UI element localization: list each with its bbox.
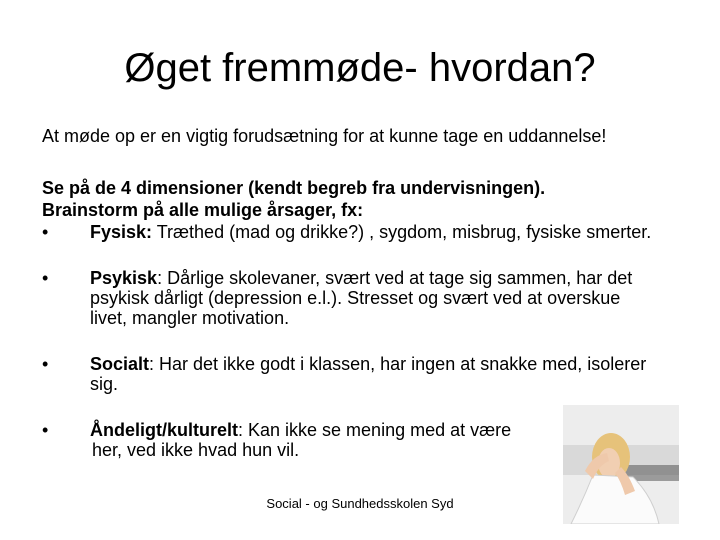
- bullet-aandeligt: [42, 420, 562, 460]
- bullet-dot: •: [42, 268, 49, 288]
- bullet-socialt: [42, 354, 662, 394]
- footer-text: Social - og Sundhedsskolen Syd: [266, 496, 454, 511]
- bullet-text: : Dårlige skolevaner, svært ved at tage sig sammen, har det psykisk dårligt (depression e.l.). Stresset og svært ved at overskue livet, mangler motivation.: [90, 268, 633, 328]
- bullet-label: Fysisk:: [90, 222, 153, 242]
- bullet-dot: •: [42, 222, 49, 242]
- bullet-text: : Har det ikke godt i klassen, har ingen at snakke med, isolerer sig.: [90, 354, 647, 394]
- bullet-text: Træthed (mad og drikke?) , sygdom, misbrug, fysiske smerter.: [152, 222, 652, 242]
- bullet-dot: •: [42, 420, 49, 440]
- instruction-block: [42, 177, 692, 221]
- bullet-dot: •: [42, 354, 49, 374]
- bullet-text: : Kan ikke se mening med at være: [238, 420, 512, 440]
- bullet-label: Åndeligt/kulturelt: [90, 420, 238, 440]
- bullet-label: Socialt: [90, 354, 150, 374]
- stressed-woman-photo: [563, 405, 679, 524]
- bullet-psykisk: [42, 268, 662, 328]
- bullet-fysisk: [42, 222, 662, 242]
- instruction-line-1: Se på de 4 dimensioner (kendt begreb fra undervisningen).: [42, 178, 546, 198]
- bullet-text-line-2: her, ved ikke hvad hun vil.: [92, 440, 300, 460]
- instruction-line-2: Brainstorm på alle mulige årsager, fx:: [42, 200, 364, 220]
- slide-title: Øget fremmøde- hvordan?: [124, 46, 596, 90]
- bullet-label: Psykisk: [90, 268, 158, 288]
- intro-text: At møde op er en vigtig forudsætning for at kunne tage en uddannelse!: [42, 126, 607, 146]
